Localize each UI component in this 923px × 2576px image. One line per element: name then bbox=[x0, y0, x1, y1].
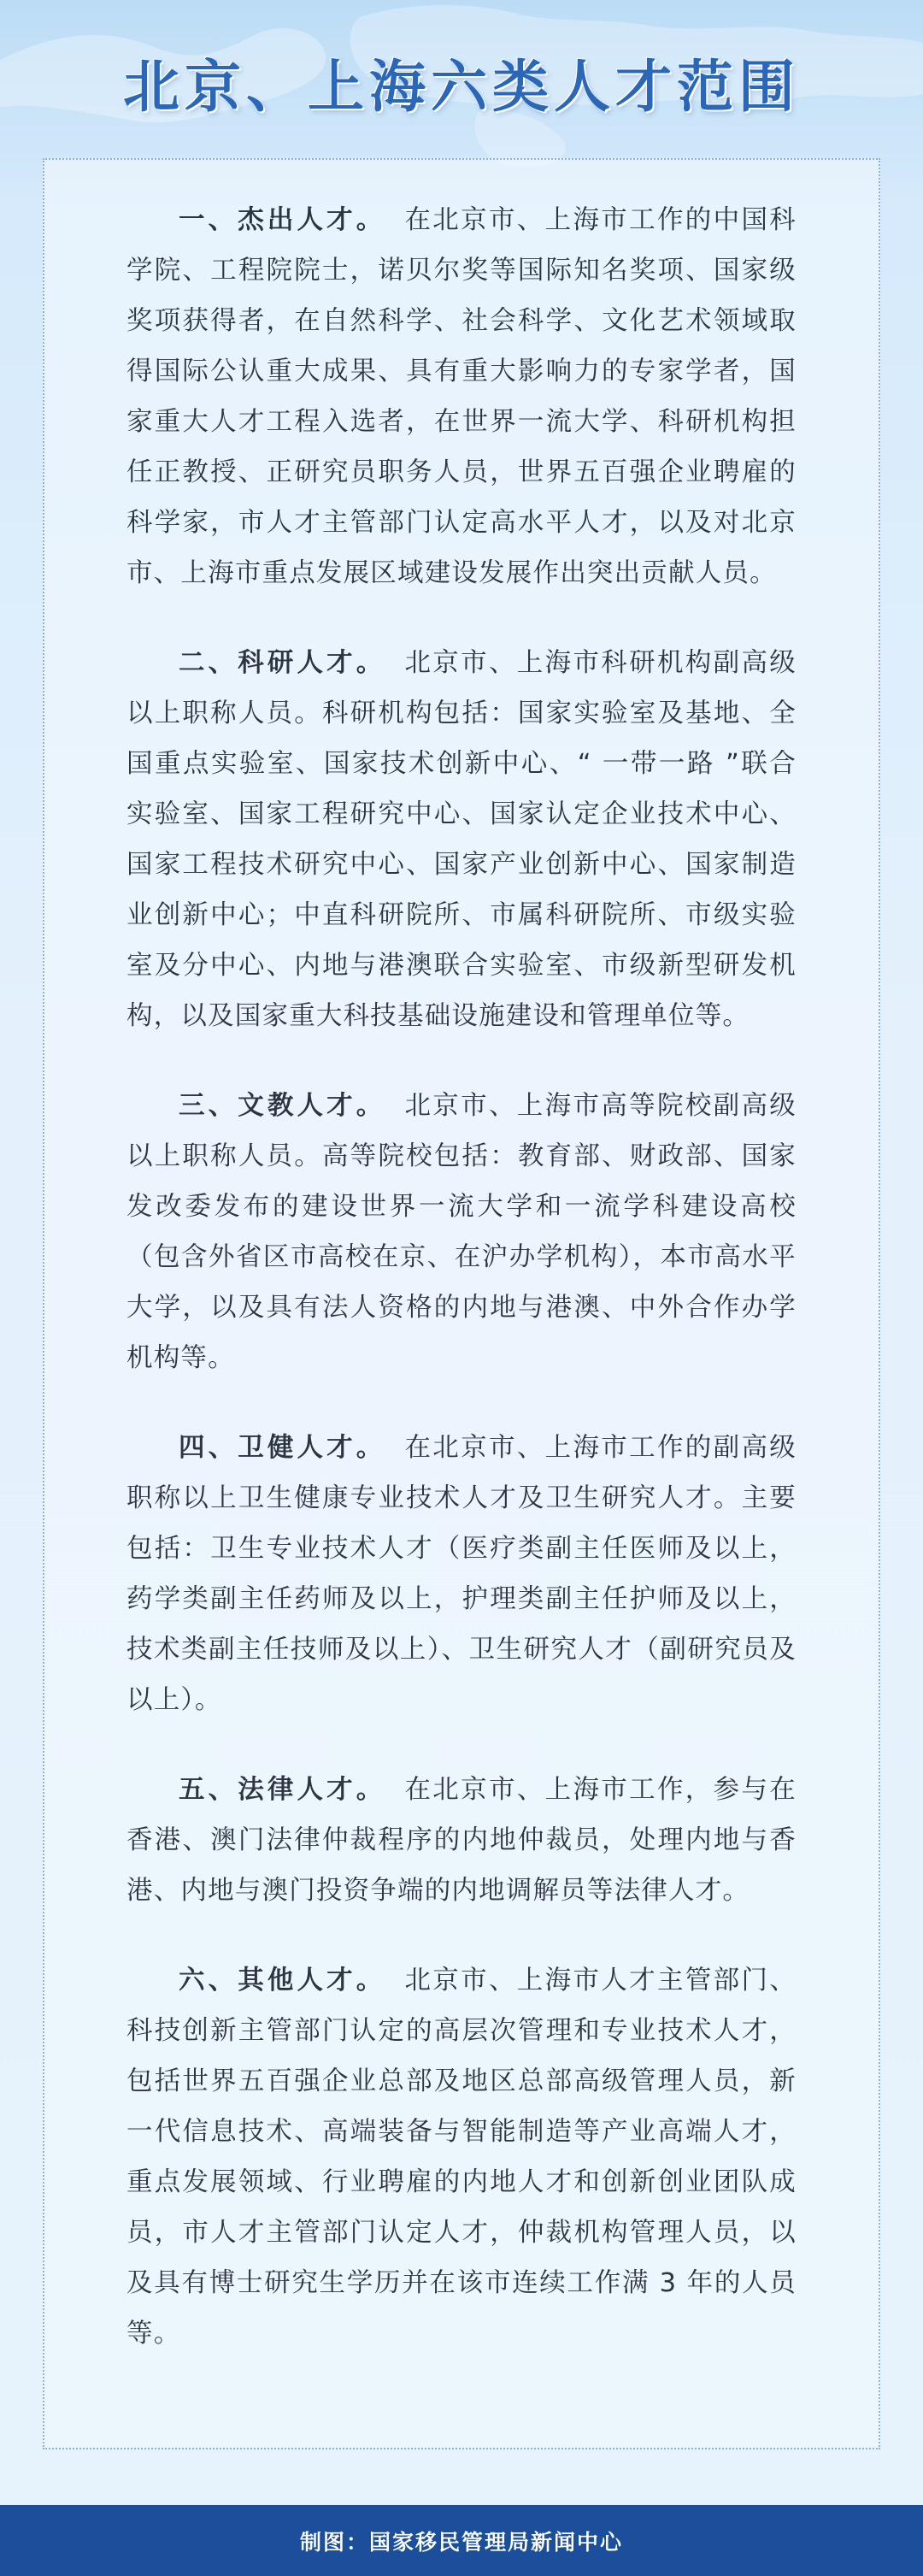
section-legal-talent bbox=[126, 1765, 797, 1916]
section-outstanding-talent bbox=[126, 195, 797, 598]
section-text: 北京市、上海市科研机构副高级以上职称人员。科研机构包括：国家实验室及基地、全国重点实验室、国家技术创新中心、“ 一带一路 ”联合实验室、国家工程研究中心、国家认定企业技术中心、国家工程技术研究中心、国家产业创新中心、国家制造业创新中心；中直科研院所、市属科研院所、市级实验室及分中心、内地与港澳联合实验室、市级新型研发机构，以及国家重大科技基础设施建设和管理单位等。 bbox=[126, 648, 797, 1031]
section-heading: 四、卫健人才。 bbox=[179, 1433, 386, 1463]
section-text: 北京市、上海市高等院校副高级以上职称人员。高等院校包括：教育部、财政部、国家发改委发布的建设世界一流大学和一流学科建设高校（包含外省区市高校在京、在沪办学机构），本市高水平大学，以及具有法人资格的内地与港澳、中外合作办学机构等。 bbox=[126, 1091, 797, 1373]
section-heading: 五、法律人才。 bbox=[179, 1775, 386, 1805]
footer-credit bbox=[0, 2505, 923, 2576]
section-other-talent bbox=[126, 1955, 797, 2359]
page-title: 北京、上海六类人才范围 bbox=[123, 53, 800, 120]
section-text: 北京市、上海市人才主管部门、科技创新主管部门认定的高层次管理和专业技术人才，包括世界五百强企业总部及地区总部高级管理人员，新一代信息技术、高端装备与智能制造等产业高端人才，重点发展领域、行业聘雇的内地人才和创新创业团队成员，市人才主管部门认定人才，仲裁机构管理人员，以及具有博士研究生学历并在该市连续工作满 3 年的人员等。 bbox=[126, 1966, 797, 2349]
content-body bbox=[126, 195, 797, 2398]
footer-credit-text: 制图：国家移民管理局新闻中心 bbox=[299, 2529, 623, 2555]
section-text: 在北京市、上海市工作的副高级职称以上卫生健康专业技术人才及卫生研究人才。主要包括：卫生专业技术人才（医疗类副主任医师及以上，药学类副主任药师及以上，护理类副主任护师及以上，技术类副主任技师及以上）、卫生研究人才（副研究员及以上）。 bbox=[126, 1433, 797, 1715]
section-heading: 二、科研人才。 bbox=[179, 648, 386, 678]
section-heading: 六、其他人才。 bbox=[179, 1966, 386, 1995]
section-health-talent bbox=[126, 1423, 797, 1725]
section-heading: 三、文教人才。 bbox=[179, 1091, 386, 1121]
section-text: 在北京市、上海市工作的中国科学院、工程院院士，诺贝尔奖等国际知名奖项、国家级奖项获得者，在自然科学、社会科学、文化艺术领域取得国际公认重大成果、具有重大影响力的专家学者，国家重大人才工程入选者，在世界一流大学、科研机构担任正教授、正研究员职务人员，世界五百强企业聘雇的科学家，市人才主管部门认定高水平人才，以及对北京市、上海市重点发展区域建设发展作出突出贡献人员。 bbox=[126, 205, 797, 588]
section-text: 在北京市、上海市工作，参与在香港、澳门法律仲裁程序的内地仲裁员，处理内地与香港、内地与澳门投资争端的内地调解员等法律人才。 bbox=[126, 1775, 797, 1906]
section-education-talent bbox=[126, 1081, 797, 1383]
section-research-talent bbox=[126, 638, 797, 1041]
section-heading: 一、杰出人才。 bbox=[179, 205, 386, 235]
